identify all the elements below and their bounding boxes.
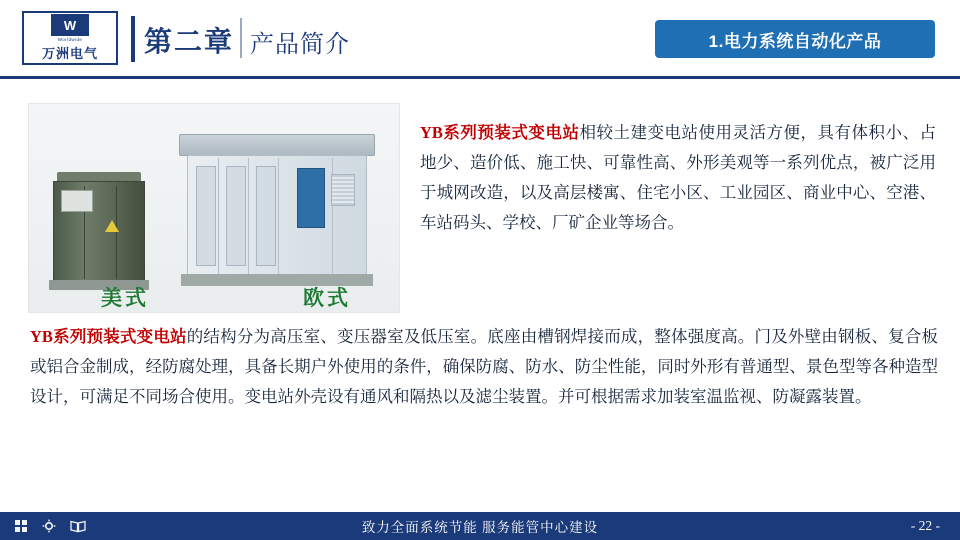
- slide-footer: [0, 512, 960, 540]
- chapter-title: 第二章: [144, 27, 235, 58]
- title-separator: [240, 18, 242, 58]
- european-door: [196, 166, 216, 266]
- european-door: [226, 166, 246, 266]
- american-substation-illustration: [53, 172, 145, 292]
- warning-triangle-icon: [105, 220, 119, 232]
- paragraph-right-text: 相较土建变电站使用灵活方便，具有体积小、占地少、造价低、施工快、可靠性高、外形美观等一系列优点，被广泛用于城网改造，以及高层楼寓、住宅小区、工业园区、商业中心、空港、车站码头、学校、厂矿企业等场合。: [420, 123, 937, 232]
- european-substation-illustration: [179, 134, 375, 294]
- american-door-seam: [116, 186, 117, 279]
- company-logo: [22, 11, 118, 65]
- keyword-product-name: YB系列预装式变电站: [30, 327, 187, 346]
- label-european-style: 欧式: [303, 286, 351, 310]
- american-control-panel: [61, 190, 93, 212]
- slide-header: [0, 0, 960, 78]
- title-accent-bar: [131, 16, 135, 62]
- logo-sub-text: Worldwide: [57, 37, 83, 42]
- paragraph-bottom-text: 的结构分为高压室、变压器室及低压室。底座由槽钢焊接而成，整体强度高。门及外壁由钢板、复合板或铝合金制成，经防腐处理，具备长期户外使用的条件，确保防腐、防水、防尘性能，同时外形有普通型、景色型等各种造型设计，可满足不同场合使用。变电站外壳设有通风和隔热以及滤尘装置。并可根据需求加装室温监视、防凝露装置。: [30, 327, 939, 406]
- paragraph-right: [420, 118, 936, 238]
- european-blue-panel: [297, 168, 325, 228]
- logo-company-name: 万洲电气: [41, 46, 98, 61]
- keyword-product-name: YB系列预装式变电站: [420, 123, 580, 142]
- logo-mark-icon: W: [51, 14, 89, 36]
- page-number: - 22 -: [910, 518, 940, 533]
- footer-slogan: 致力全面系统节能 服务能管中心建设: [361, 520, 599, 535]
- ventilation-grille-icon: [331, 174, 355, 206]
- label-american-style: 美式: [101, 286, 149, 310]
- european-panel-seam: [218, 158, 219, 274]
- european-unit-roof: [179, 134, 375, 156]
- product-photo: [28, 103, 400, 313]
- paragraph-bottom: [30, 322, 938, 412]
- european-panel-seam: [248, 158, 249, 274]
- header-rule: [0, 76, 960, 79]
- section-badge: 1.电力系统自动化产品: [655, 20, 935, 58]
- european-panel-seam: [278, 158, 279, 274]
- european-unit-body: [187, 155, 367, 275]
- european-door: [256, 166, 276, 266]
- page-title: 产品简介: [250, 32, 350, 58]
